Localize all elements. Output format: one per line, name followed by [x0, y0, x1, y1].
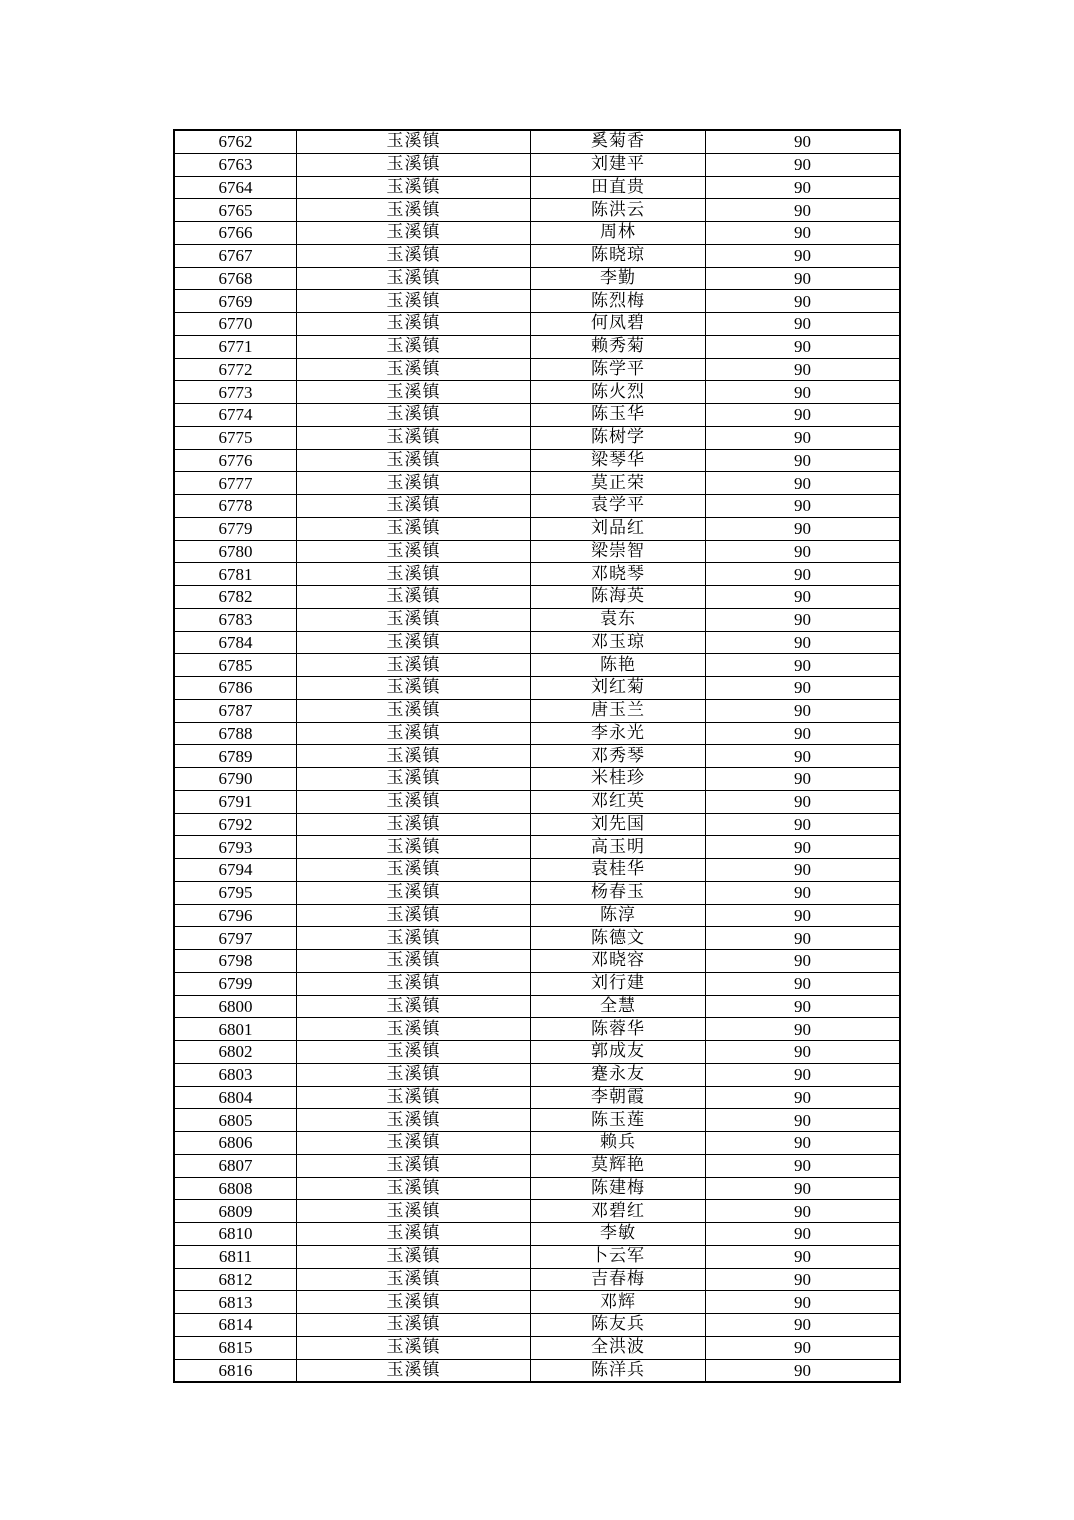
table-row: [174, 1200, 900, 1223]
person-name-cell: 邓晓琴: [531, 563, 706, 586]
score-cell: 90: [706, 267, 901, 290]
score-cell: 90: [706, 222, 901, 245]
person-name-cell: 吉春梅: [531, 1268, 706, 1291]
person-name-cell: 陈艳: [531, 654, 706, 677]
score-cell: 90: [706, 244, 901, 267]
table-row: [174, 813, 900, 836]
score-cell: 90: [706, 1245, 901, 1268]
table-row: [174, 995, 900, 1018]
town-cell: 玉溪镇: [297, 1314, 531, 1337]
score-cell: 90: [706, 426, 901, 449]
town-cell: 玉溪镇: [297, 654, 531, 677]
town-cell: 玉溪镇: [297, 335, 531, 358]
serial-number-cell: 6814: [174, 1314, 297, 1337]
town-cell: 玉溪镇: [297, 790, 531, 813]
table-row: [174, 904, 900, 927]
person-name-cell: 李永光: [531, 722, 706, 745]
score-cell: 90: [706, 1154, 901, 1177]
score-cell: 90: [706, 881, 901, 904]
table-row: [174, 1314, 900, 1337]
person-name-cell: 袁东: [531, 608, 706, 631]
table-row: [174, 631, 900, 654]
person-name-cell: 邓碧红: [531, 1200, 706, 1223]
score-cell: 90: [706, 927, 901, 950]
person-name-cell: 陈友兵: [531, 1314, 706, 1337]
person-name-cell: 陈蓉华: [531, 1018, 706, 1041]
town-cell: 玉溪镇: [297, 1154, 531, 1177]
serial-number-cell: 6813: [174, 1291, 297, 1314]
town-cell: 玉溪镇: [297, 1132, 531, 1155]
person-name-cell: 杨春玉: [531, 881, 706, 904]
person-name-cell: 米桂珍: [531, 768, 706, 791]
town-cell: 玉溪镇: [297, 404, 531, 427]
serial-number-cell: 6791: [174, 790, 297, 813]
person-name-cell: 陈海英: [531, 586, 706, 609]
serial-number-cell: 6808: [174, 1177, 297, 1200]
score-cell: 90: [706, 176, 901, 199]
score-cell: 90: [706, 381, 901, 404]
serial-number-cell: 6794: [174, 859, 297, 882]
table-row: [174, 1018, 900, 1041]
score-cell: 90: [706, 540, 901, 563]
table-row: [174, 881, 900, 904]
serial-number-cell: 6790: [174, 768, 297, 791]
person-name-cell: 全洪波: [531, 1336, 706, 1359]
town-cell: 玉溪镇: [297, 199, 531, 222]
serial-number-cell: 6776: [174, 449, 297, 472]
serial-number-cell: 6804: [174, 1086, 297, 1109]
table-row: [174, 927, 900, 950]
score-cell: 90: [706, 517, 901, 540]
score-cell: 90: [706, 1109, 901, 1132]
town-cell: 玉溪镇: [297, 1359, 531, 1382]
person-name-cell: 陈洪云: [531, 199, 706, 222]
serial-number-cell: 6788: [174, 722, 297, 745]
person-name-cell: 梁崇智: [531, 540, 706, 563]
person-name-cell: 袁桂华: [531, 859, 706, 882]
serial-number-cell: 6768: [174, 267, 297, 290]
score-cell: 90: [706, 1336, 901, 1359]
town-cell: 玉溪镇: [297, 972, 531, 995]
score-cell: 90: [706, 1063, 901, 1086]
serial-number-cell: 6774: [174, 404, 297, 427]
serial-number-cell: 6772: [174, 358, 297, 381]
serial-number-cell: 6782: [174, 586, 297, 609]
score-cell: 90: [706, 1041, 901, 1064]
serial-number-cell: 6789: [174, 745, 297, 768]
town-cell: 玉溪镇: [297, 722, 531, 745]
serial-number-cell: 6781: [174, 563, 297, 586]
table-row: [174, 426, 900, 449]
town-cell: 玉溪镇: [297, 995, 531, 1018]
serial-number-cell: 6796: [174, 904, 297, 927]
score-cell: 90: [706, 1223, 901, 1246]
town-cell: 玉溪镇: [297, 586, 531, 609]
town-cell: 玉溪镇: [297, 1268, 531, 1291]
serial-number-cell: 6780: [174, 540, 297, 563]
score-cell: 90: [706, 790, 901, 813]
score-cell: 90: [706, 608, 901, 631]
serial-number-cell: 6806: [174, 1132, 297, 1155]
score-cell: 90: [706, 153, 901, 176]
town-cell: 玉溪镇: [297, 836, 531, 859]
town-cell: 玉溪镇: [297, 904, 531, 927]
table-row: [174, 176, 900, 199]
table-row: [174, 358, 900, 381]
table-row: [174, 153, 900, 176]
town-cell: 玉溪镇: [297, 153, 531, 176]
score-cell: 90: [706, 950, 901, 973]
table-row: [174, 1132, 900, 1155]
person-name-cell: 莫辉艳: [531, 1154, 706, 1177]
person-name-cell: 卜云军: [531, 1245, 706, 1268]
serial-number-cell: 6805: [174, 1109, 297, 1132]
town-cell: 玉溪镇: [297, 1041, 531, 1064]
town-cell: 玉溪镇: [297, 1063, 531, 1086]
serial-number-cell: 6811: [174, 1245, 297, 1268]
town-cell: 玉溪镇: [297, 1223, 531, 1246]
person-name-cell: 奚菊香: [531, 130, 706, 153]
person-name-cell: 李朝霞: [531, 1086, 706, 1109]
score-cell: 90: [706, 586, 901, 609]
table-row: [174, 130, 900, 153]
score-cell: 90: [706, 495, 901, 518]
town-cell: 玉溪镇: [297, 950, 531, 973]
serial-number-cell: 6787: [174, 699, 297, 722]
score-cell: 90: [706, 1018, 901, 1041]
town-cell: 玉溪镇: [297, 608, 531, 631]
score-cell: 90: [706, 472, 901, 495]
town-cell: 玉溪镇: [297, 881, 531, 904]
serial-number-cell: 6812: [174, 1268, 297, 1291]
town-cell: 玉溪镇: [297, 176, 531, 199]
score-cell: 90: [706, 813, 901, 836]
town-cell: 玉溪镇: [297, 426, 531, 449]
serial-number-cell: 6792: [174, 813, 297, 836]
town-cell: 玉溪镇: [297, 563, 531, 586]
serial-number-cell: 6763: [174, 153, 297, 176]
table-row: [174, 313, 900, 336]
serial-number-cell: 6810: [174, 1223, 297, 1246]
town-cell: 玉溪镇: [297, 699, 531, 722]
serial-number-cell: 6793: [174, 836, 297, 859]
person-name-cell: 周林: [531, 222, 706, 245]
serial-number-cell: 6767: [174, 244, 297, 267]
town-cell: 玉溪镇: [297, 1200, 531, 1223]
person-name-cell: 刘红菊: [531, 677, 706, 700]
score-cell: 90: [706, 1291, 901, 1314]
person-name-cell: 刘先国: [531, 813, 706, 836]
table-row: [174, 199, 900, 222]
table-row: [174, 290, 900, 313]
serial-number-cell: 6766: [174, 222, 297, 245]
table-row: [174, 1245, 900, 1268]
person-name-cell: 陈建梅: [531, 1177, 706, 1200]
score-cell: 90: [706, 335, 901, 358]
person-name-cell: 陈德文: [531, 927, 706, 950]
town-cell: 玉溪镇: [297, 768, 531, 791]
table-row: [174, 222, 900, 245]
table-row: [174, 768, 900, 791]
table-row: [174, 722, 900, 745]
table-row: [174, 404, 900, 427]
serial-number-cell: 6809: [174, 1200, 297, 1223]
town-cell: 玉溪镇: [297, 745, 531, 768]
table-row: [174, 244, 900, 267]
table-row: [174, 586, 900, 609]
serial-number-cell: 6778: [174, 495, 297, 518]
table-row: [174, 972, 900, 995]
town-cell: 玉溪镇: [297, 927, 531, 950]
person-name-cell: 刘建平: [531, 153, 706, 176]
score-cell: 90: [706, 995, 901, 1018]
person-name-cell: 李敏: [531, 1223, 706, 1246]
serial-number-cell: 6762: [174, 130, 297, 153]
serial-number-cell: 6802: [174, 1041, 297, 1064]
person-name-cell: 邓辉: [531, 1291, 706, 1314]
person-name-cell: 陈玉莲: [531, 1109, 706, 1132]
table-row: [174, 472, 900, 495]
serial-number-cell: 6775: [174, 426, 297, 449]
score-cell: 90: [706, 1200, 901, 1223]
score-cell: 90: [706, 1359, 901, 1382]
table-row: [174, 1359, 900, 1382]
person-name-cell: 李勤: [531, 267, 706, 290]
score-cell: 90: [706, 358, 901, 381]
person-name-cell: 梁琴华: [531, 449, 706, 472]
serial-number-cell: 6764: [174, 176, 297, 199]
score-cell: 90: [706, 313, 901, 336]
table-row: [174, 335, 900, 358]
person-name-cell: 陈学平: [531, 358, 706, 381]
serial-number-cell: 6816: [174, 1359, 297, 1382]
serial-number-cell: 6815: [174, 1336, 297, 1359]
person-name-cell: 何凤碧: [531, 313, 706, 336]
town-cell: 玉溪镇: [297, 1109, 531, 1132]
table-row: [174, 654, 900, 677]
person-name-cell: 邓玉琼: [531, 631, 706, 654]
person-name-cell: 陈烈梅: [531, 290, 706, 313]
town-cell: 玉溪镇: [297, 540, 531, 563]
table-row: [174, 495, 900, 518]
person-name-cell: 邓秀琴: [531, 745, 706, 768]
table-row: [174, 1063, 900, 1086]
score-cell: 90: [706, 631, 901, 654]
table-row: [174, 1109, 900, 1132]
table-row: [174, 1086, 900, 1109]
serial-number-cell: 6777: [174, 472, 297, 495]
town-cell: 玉溪镇: [297, 517, 531, 540]
town-cell: 玉溪镇: [297, 1086, 531, 1109]
person-name-cell: 赖兵: [531, 1132, 706, 1155]
table-row: [174, 1336, 900, 1359]
score-cell: 90: [706, 677, 901, 700]
serial-number-cell: 6801: [174, 1018, 297, 1041]
score-cell: 90: [706, 1177, 901, 1200]
table-row: [174, 449, 900, 472]
person-name-cell: 陈洋兵: [531, 1359, 706, 1382]
person-name-cell: 陈玉华: [531, 404, 706, 427]
town-cell: 玉溪镇: [297, 472, 531, 495]
serial-number-cell: 6771: [174, 335, 297, 358]
score-cell: 90: [706, 130, 901, 153]
town-cell: 玉溪镇: [297, 358, 531, 381]
table-row: [174, 836, 900, 859]
score-cell: 90: [706, 199, 901, 222]
town-cell: 玉溪镇: [297, 449, 531, 472]
serial-number-cell: 6770: [174, 313, 297, 336]
score-cell: 90: [706, 904, 901, 927]
serial-number-cell: 6784: [174, 631, 297, 654]
table-row: [174, 517, 900, 540]
serial-number-cell: 6773: [174, 381, 297, 404]
town-cell: 玉溪镇: [297, 267, 531, 290]
town-cell: 玉溪镇: [297, 381, 531, 404]
table-row: [174, 790, 900, 813]
score-cell: 90: [706, 654, 901, 677]
score-cell: 90: [706, 836, 901, 859]
person-name-cell: 全慧: [531, 995, 706, 1018]
table-row: [174, 1041, 900, 1064]
score-cell: 90: [706, 745, 901, 768]
person-name-cell: 刘品红: [531, 517, 706, 540]
town-cell: 玉溪镇: [297, 1336, 531, 1359]
table-row: [174, 1154, 900, 1177]
score-cell: 90: [706, 1132, 901, 1155]
score-cell: 90: [706, 563, 901, 586]
table-row: [174, 563, 900, 586]
table-row: [174, 540, 900, 563]
town-cell: 玉溪镇: [297, 631, 531, 654]
person-name-cell: 田直贵: [531, 176, 706, 199]
town-cell: 玉溪镇: [297, 1177, 531, 1200]
score-cell: 90: [706, 1314, 901, 1337]
score-cell: 90: [706, 404, 901, 427]
serial-number-cell: 6797: [174, 927, 297, 950]
town-cell: 玉溪镇: [297, 1291, 531, 1314]
town-cell: 玉溪镇: [297, 1018, 531, 1041]
table-row: [174, 608, 900, 631]
table-row: [174, 950, 900, 973]
person-name-cell: 邓红英: [531, 790, 706, 813]
table-row: [174, 677, 900, 700]
town-cell: 玉溪镇: [297, 290, 531, 313]
town-cell: 玉溪镇: [297, 130, 531, 153]
person-name-cell: 袁学平: [531, 495, 706, 518]
person-name-cell: 陈火烈: [531, 381, 706, 404]
person-name-cell: 刘行建: [531, 972, 706, 995]
table-row: [174, 381, 900, 404]
serial-number-cell: 6795: [174, 881, 297, 904]
table-row: [174, 699, 900, 722]
serial-number-cell: 6779: [174, 517, 297, 540]
roster-table: [173, 129, 901, 1383]
town-cell: 玉溪镇: [297, 859, 531, 882]
town-cell: 玉溪镇: [297, 244, 531, 267]
table-row: [174, 745, 900, 768]
serial-number-cell: 6803: [174, 1063, 297, 1086]
table-row: [174, 1268, 900, 1291]
person-name-cell: 陈淳: [531, 904, 706, 927]
town-cell: 玉溪镇: [297, 1245, 531, 1268]
score-cell: 90: [706, 972, 901, 995]
person-name-cell: 唐玉兰: [531, 699, 706, 722]
score-cell: 90: [706, 1268, 901, 1291]
serial-number-cell: 6769: [174, 290, 297, 313]
serial-number-cell: 6807: [174, 1154, 297, 1177]
person-name-cell: 赖秀菊: [531, 335, 706, 358]
score-cell: 90: [706, 722, 901, 745]
person-name-cell: 陈晓琼: [531, 244, 706, 267]
town-cell: 玉溪镇: [297, 222, 531, 245]
table-row: [174, 1177, 900, 1200]
person-name-cell: 邓晓容: [531, 950, 706, 973]
town-cell: 玉溪镇: [297, 495, 531, 518]
person-name-cell: 高玉明: [531, 836, 706, 859]
person-name-cell: 蹇永友: [531, 1063, 706, 1086]
serial-number-cell: 6800: [174, 995, 297, 1018]
score-cell: 90: [706, 449, 901, 472]
score-cell: 90: [706, 768, 901, 791]
score-cell: 90: [706, 290, 901, 313]
serial-number-cell: 6783: [174, 608, 297, 631]
table-row: [174, 267, 900, 290]
table-row: [174, 1223, 900, 1246]
person-name-cell: 郭成友: [531, 1041, 706, 1064]
score-cell: 90: [706, 1086, 901, 1109]
score-cell: 90: [706, 699, 901, 722]
score-cell: 90: [706, 859, 901, 882]
roster-table-body: [174, 130, 900, 1382]
person-name-cell: 莫正荣: [531, 472, 706, 495]
serial-number-cell: 6798: [174, 950, 297, 973]
table-row: [174, 859, 900, 882]
table-row: [174, 1291, 900, 1314]
serial-number-cell: 6786: [174, 677, 297, 700]
serial-number-cell: 6765: [174, 199, 297, 222]
serial-number-cell: 6785: [174, 654, 297, 677]
town-cell: 玉溪镇: [297, 813, 531, 836]
town-cell: 玉溪镇: [297, 313, 531, 336]
person-name-cell: 陈树学: [531, 426, 706, 449]
town-cell: 玉溪镇: [297, 677, 531, 700]
serial-number-cell: 6799: [174, 972, 297, 995]
